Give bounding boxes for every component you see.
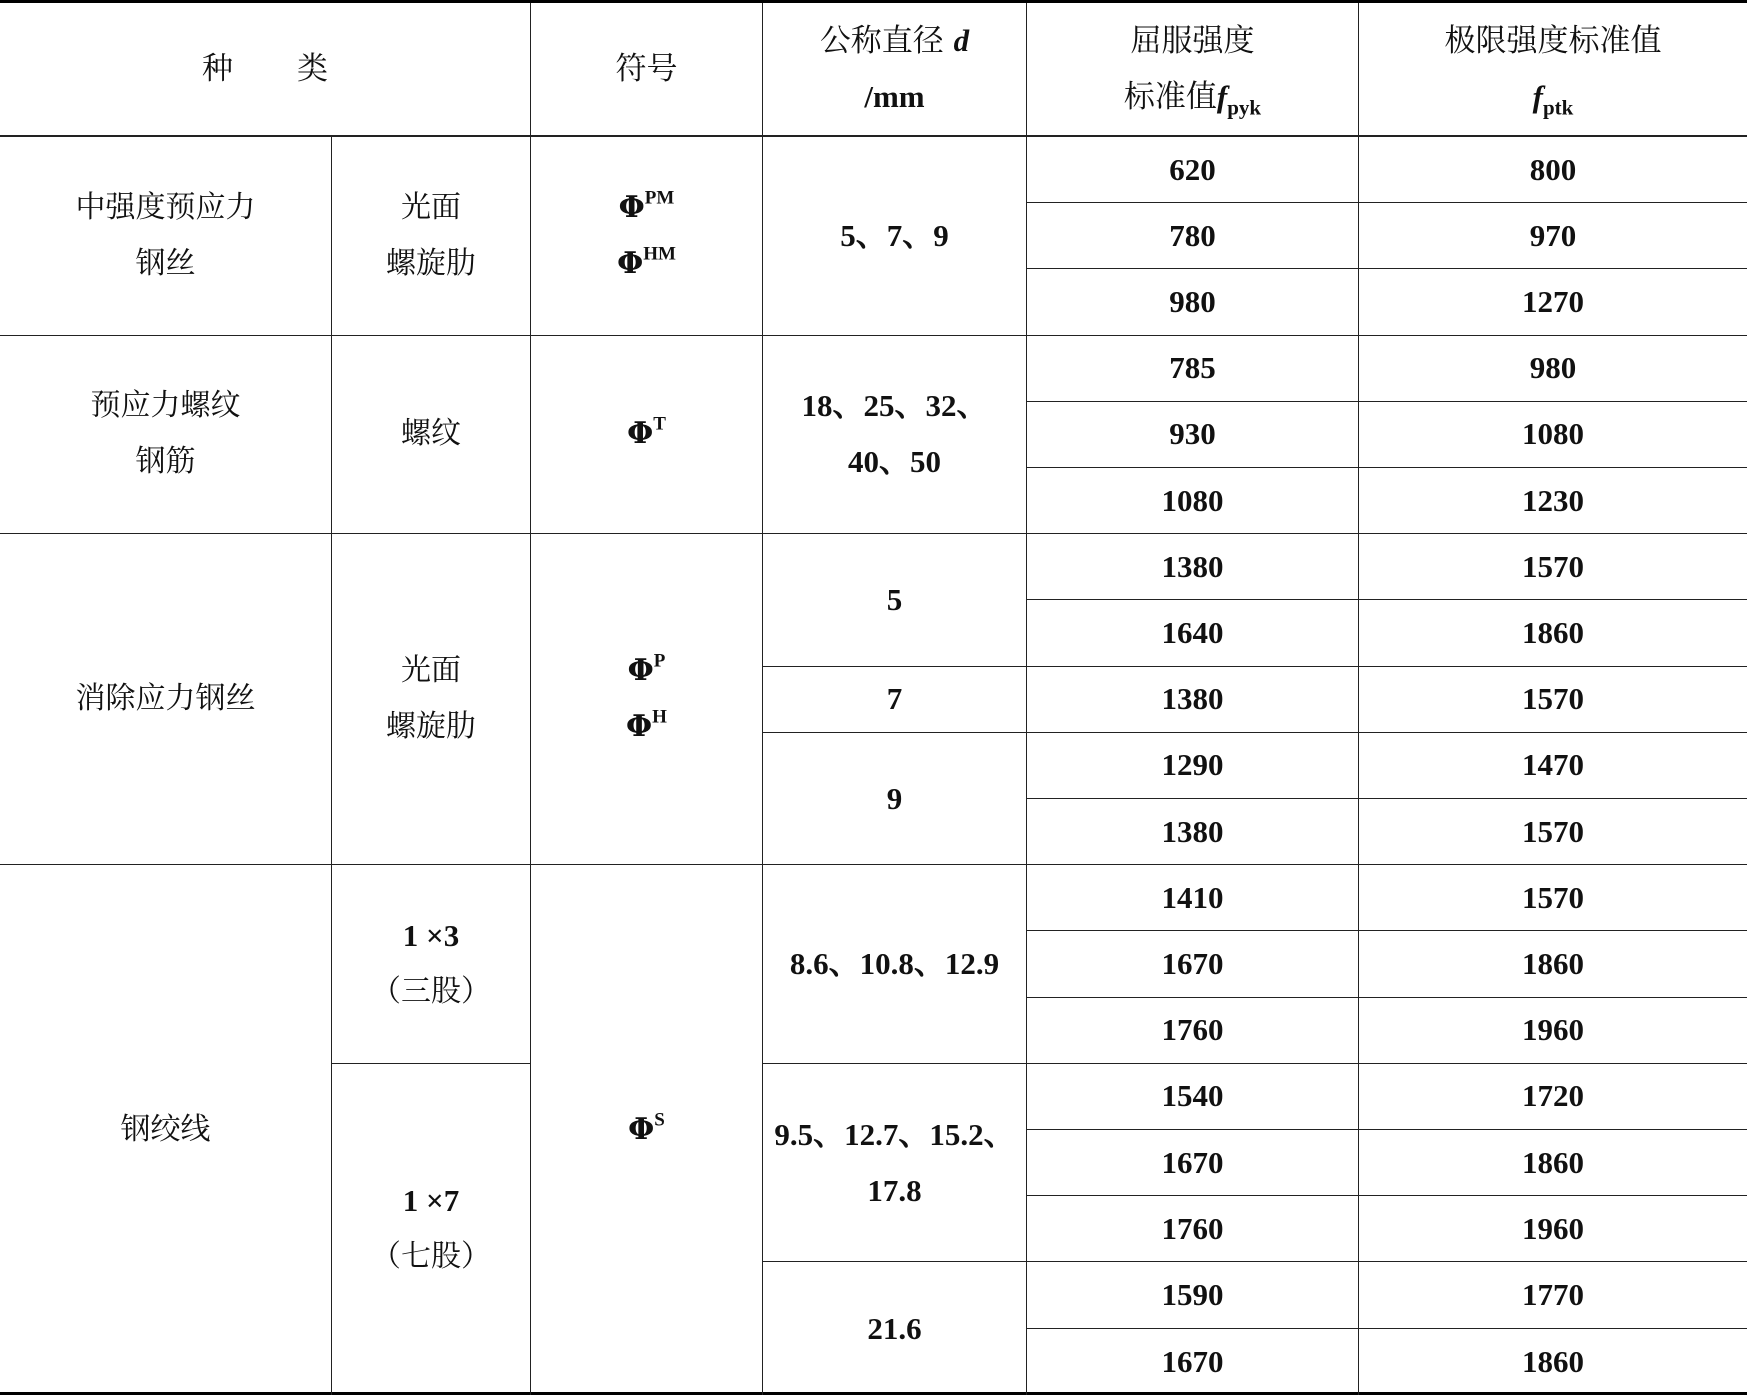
group1-kind-line2: 钢丝 <box>135 245 196 281</box>
fpyk-cell: 1670 <box>1027 1130 1359 1196</box>
group1-symbol-1-base: Φ <box>618 189 645 225</box>
group1-surface <box>332 137 531 336</box>
group1-kind-line1: 中强度预应力 <box>75 189 256 225</box>
fptk-cell: 800 <box>1359 137 1747 203</box>
fptk-cell: 1270 <box>1359 269 1747 335</box>
group2-diameter-line2: 40、50 <box>848 444 941 480</box>
fptk-cell: 1960 <box>1359 998 1747 1064</box>
group4-strand-3 <box>332 865 531 1064</box>
group4-symbol-1 <box>628 1102 665 1158</box>
fpyk-cell: 1590 <box>1027 1262 1359 1328</box>
group1-diameter <box>763 137 1027 336</box>
group1-symbol-1 <box>619 180 675 236</box>
group3-kind-line1: 消除应力钢丝 <box>75 681 256 717</box>
group4-diameter-b <box>763 1064 1027 1263</box>
group4-symbol-1-sup: S <box>654 1109 665 1131</box>
header-diameter-text: 公称直径 <box>819 23 944 59</box>
header-yield-line1: 屈服强度 <box>1130 23 1255 59</box>
group1-kind <box>0 137 332 336</box>
group2-diameter <box>763 336 1027 535</box>
fptk-cell: 1960 <box>1359 1196 1747 1262</box>
fptk-cell: 1860 <box>1359 600 1747 666</box>
fptk-cell: 1770 <box>1359 1262 1747 1328</box>
group3-diameter-7 <box>763 667 1027 733</box>
group3-surface <box>332 534 531 865</box>
group4-diameter-c-text: 21.6 <box>867 1310 922 1346</box>
group4-strand-3-label: （三股） <box>371 974 491 1010</box>
group3-diameter-9-text: 9 <box>886 780 903 816</box>
header-yield-text: 标准值 <box>1123 79 1217 115</box>
fpyk-cell: 1540 <box>1027 1064 1359 1130</box>
fpyk-cell: 1290 <box>1027 733 1359 799</box>
header-yield-line2 <box>1124 69 1261 125</box>
group1-symbol-1-sup: PM <box>644 187 675 209</box>
fpyk-cell: 1380 <box>1027 799 1359 865</box>
fptk-cell: 1860 <box>1359 931 1747 997</box>
fptk-cell: 1570 <box>1359 799 1747 865</box>
fptk-cell: 1570 <box>1359 534 1747 600</box>
header-ultimate-sub: ptk <box>1542 95 1574 120</box>
group3-symbol-2-base: Φ <box>626 709 653 745</box>
header-ultimate-line1: 极限强度标准值 <box>1444 23 1662 59</box>
group3-kind <box>0 534 332 865</box>
group2-surface <box>332 336 531 535</box>
group1-diameter-line1: 5、7、9 <box>840 217 949 253</box>
fpyk-cell: 1380 <box>1027 667 1359 733</box>
fpyk-cell: 780 <box>1027 203 1359 269</box>
group4-strand-7 <box>332 1064 531 1395</box>
group2-symbol-1-sup: T <box>653 414 666 436</box>
fpyk-cell: 930 <box>1027 402 1359 468</box>
group2-surface-line1: 螺纹 <box>401 416 461 452</box>
group4-diameter-a <box>763 865 1027 1064</box>
group3-symbol-1-sup: P <box>653 650 666 672</box>
group4-symbol-1-base: Φ <box>628 1112 655 1148</box>
fptk-cell: 1860 <box>1359 1130 1747 1196</box>
group3-diameter-5-text: 5 <box>886 581 903 617</box>
group4-diameter-c <box>763 1262 1027 1394</box>
group2-symbol-1-base: Φ <box>627 416 654 452</box>
group1-symbol <box>531 137 763 336</box>
header-diameter-line1 <box>820 13 969 69</box>
fptk-cell: 1860 <box>1522 1343 1584 1379</box>
group3-symbol-1 <box>628 643 666 699</box>
group4-kind-line1: 钢绞线 <box>120 1112 211 1148</box>
group4-strand-7-label: （七股） <box>371 1239 491 1275</box>
group2-symbol <box>531 336 763 535</box>
fpyk-cell: 1410 <box>1027 865 1359 931</box>
group1-symbol-2-base: Φ <box>617 245 644 281</box>
header-yield-var: f <box>1216 79 1228 114</box>
fptk-cell: 980 <box>1359 336 1747 402</box>
header-kind-label: 种类 <box>202 51 392 87</box>
fpyk-cell: 1670 <box>1027 931 1359 997</box>
fptk-cell: 1570 <box>1359 667 1747 733</box>
fpyk-cell: 1080 <box>1027 468 1359 534</box>
group3-diameter-9 <box>763 733 1027 865</box>
group1-surface-line2: 螺旋肋 <box>386 245 476 281</box>
header-diameter-var: d <box>953 23 970 58</box>
group1-surface-line1: 光面 <box>401 189 461 225</box>
group2-kind-line2: 钢筋 <box>135 444 196 480</box>
fptk-cell: 1720 <box>1359 1064 1747 1130</box>
group3-diameter-7-text: 7 <box>886 681 903 717</box>
group2-kind <box>0 336 332 535</box>
group4-diameter-b-line1: 9.5、12.7、15.2、 <box>774 1116 1015 1152</box>
fpyk-cell: 1640 <box>1027 600 1359 666</box>
fptk-cell: 1080 <box>1359 402 1747 468</box>
group3-symbol-1-base: Φ <box>627 653 654 689</box>
group2-symbol-1 <box>627 406 666 462</box>
fpyk-cell: 785 <box>1027 336 1359 402</box>
header-diameter <box>763 3 1027 137</box>
group3-diameter-5 <box>763 534 1027 666</box>
group3-surface-line2: 螺旋肋 <box>386 709 476 745</box>
group1-symbol-2-sup: HM <box>643 243 676 265</box>
fpyk-cell: 1670 <box>1027 1329 1359 1395</box>
fptk-cell: 1230 <box>1359 468 1747 534</box>
fpyk-cell: 1380 <box>1027 534 1359 600</box>
header-symbol <box>531 3 763 137</box>
fptk-cell: 1570 <box>1359 865 1747 931</box>
header-ultimate-var: f <box>1532 79 1543 114</box>
group3-symbol-2 <box>626 699 667 755</box>
group4-symbol <box>531 865 763 1395</box>
group2-diameter-line1: 18、25、32、 <box>801 388 988 424</box>
group3-symbol-2-sup: H <box>652 706 667 728</box>
group3-symbol <box>531 534 763 865</box>
header-symbol-label: 符号 <box>615 51 678 87</box>
group2-kind-line1: 预应力螺纹 <box>90 388 241 424</box>
group4-strand-3-count: 1 ×3 <box>402 918 460 954</box>
fpyk-cell: 980 <box>1027 269 1359 335</box>
header-diameter-unit: /mm <box>864 79 925 114</box>
group4-strand-7-count: 1 ×7 <box>402 1183 460 1219</box>
fptk-cell: 970 <box>1359 203 1747 269</box>
header-yield-sub: pyk <box>1227 95 1262 120</box>
header-yield <box>1027 3 1359 137</box>
fpyk-cell: 1760 <box>1027 998 1359 1064</box>
fpyk-cell: 1760 <box>1027 1196 1359 1262</box>
fptk-cell: 1470 <box>1359 733 1747 799</box>
header-ultimate-line2 <box>1533 69 1574 125</box>
group1-symbol-2 <box>617 236 676 292</box>
header-kind <box>0 3 531 137</box>
group4-diameter-a-line1: 8.6、10.8、12.9 <box>789 946 1000 982</box>
header-ultimate <box>1359 3 1747 137</box>
fpyk-cell: 620 <box>1027 137 1359 203</box>
group4-diameter-b-line2: 17.8 <box>867 1172 922 1208</box>
group3-surface-line1: 光面 <box>401 653 461 689</box>
group4-kind <box>0 865 332 1395</box>
